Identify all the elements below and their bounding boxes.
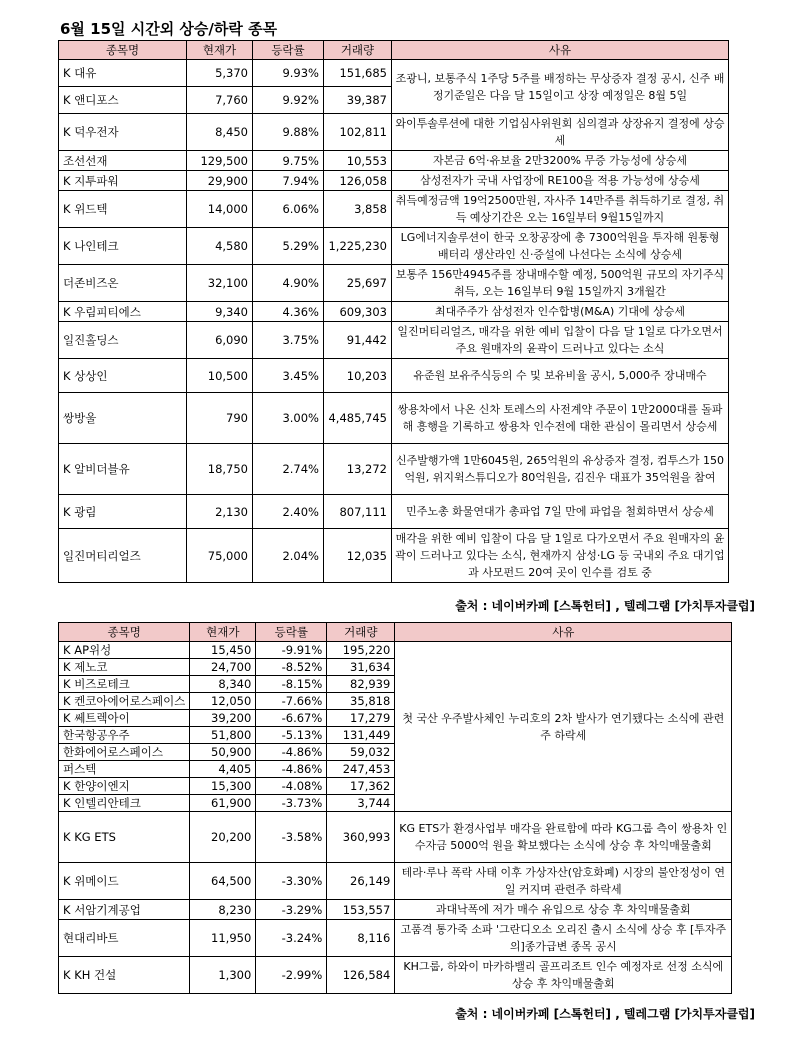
rate-cell: 7.94% (253, 171, 324, 191)
reason-cell: 첫 국산 우주발사체인 누리호의 2차 발사가 연기됐다는 소식에 관련주 하락세 (395, 642, 732, 812)
stock-name: K 나인테크 (59, 228, 187, 265)
volume-cell: 3,858 (324, 191, 392, 228)
header-rate: 등락률 (253, 41, 324, 60)
volume-cell: 360,993 (327, 812, 395, 863)
rate-cell: 4.90% (253, 265, 324, 302)
volume-cell: 82,939 (327, 676, 395, 693)
volume-cell: 12,035 (324, 529, 392, 583)
reason-cell: 자본금 6억·유보율 2만3200% 무증 가능성에 상승세 (392, 151, 729, 171)
price-cell: 7,760 (187, 87, 253, 114)
stock-name: K 상상인 (59, 359, 187, 393)
table-row (59, 444, 729, 495)
reason-cell: LG에너지솔루션이 한국 오창공장에 총 7300억원을 투자해 원통형 배터리 생산라인 신·증설에 나선다는 소식에 상승세 (392, 228, 729, 265)
price-cell: 51,800 (190, 727, 256, 744)
reason-cell: 쌍용차에서 나온 신차 토레스의 사전계약 주문이 1만2000대를 돌파해 흥행을 기록하고 쌍용차 인수전에 대한 관심이 몰리면서 상승세 (392, 393, 729, 444)
rise-table (58, 40, 729, 583)
table-row (59, 114, 729, 151)
table-row (59, 642, 732, 659)
header-volume: 거래량 (324, 41, 392, 60)
volume-cell: 151,685 (324, 60, 392, 87)
volume-cell: 3,744 (327, 795, 395, 812)
rate-cell: 3.00% (253, 393, 324, 444)
reason-cell: 삼성전자가 국내 사업장에 RE100을 적용 가능성에 상승세 (392, 171, 729, 191)
stock-name: 일진홀딩스 (59, 322, 187, 359)
volume-cell: 59,032 (327, 744, 395, 761)
table-row (59, 920, 732, 957)
volume-cell: 31,634 (327, 659, 395, 676)
reason-cell: 취득예정금액 19억2500만원, 자사주 14만주를 취득하기로 결정, 취득 예상기간은 오는 16일부터 9월15일까지 (392, 191, 729, 228)
rate-cell: -9.91% (256, 642, 327, 659)
header-name: 종목명 (59, 41, 187, 60)
volume-cell: 17,362 (327, 778, 395, 795)
rate-cell: -3.24% (256, 920, 327, 957)
price-cell: 6,090 (187, 322, 253, 359)
reason-cell: 일진머티리얼즈, 매각을 위한 예비 입찰이 다음 달 1일로 다가오면서 주요 원매자의 윤곽이 드러나고 있다는 소식 (392, 322, 729, 359)
page-title: 6월 15일 시간외 상승/하락 종목 (60, 20, 278, 38)
reason-cell: 조광니, 보통주식 1주당 5주를 배정하는 무상증자 결정 공시, 신주 배정기준일은 다음 달 15일이고 상장 예정일은 8월 5일 (392, 60, 729, 114)
stock-name: K 앤디포스 (59, 87, 187, 114)
reason-cell: 신주발행가액 1만6045원, 265억원의 유상증자 결정, 컴투스가 150억원, 위지윅스튜디오가 80억원을, 김진우 대표가 35억원을 참여 (392, 444, 729, 495)
header-rate: 등락률 (256, 623, 327, 642)
volume-cell: 26,149 (327, 863, 395, 900)
price-cell: 15,300 (190, 778, 256, 795)
volume-cell: 8,116 (327, 920, 395, 957)
source-note-bottom: 출처 : 네이버카페 [스톡헌터] , 텔레그램 [가치투자클럽] (455, 1007, 755, 1021)
rate-cell: -3.29% (256, 900, 327, 920)
price-cell: 39,200 (190, 710, 256, 727)
header-reason: 사유 (392, 41, 729, 60)
reason-cell: KG ETS가 환경사업부 매각을 완료함에 따라 KG그룹 측이 쌍용차 인수자금 5000억 원을 확보했다는 소식에 상승 후 차익매물출회 (395, 812, 732, 863)
reason-cell: 고품격 통가죽 소파 '그란디오소 오리진 출시 소식에 상승 후 [투자주의]종가급변 종목 공시 (395, 920, 732, 957)
rate-cell: -7.66% (256, 693, 327, 710)
stock-name: K KH 건설 (59, 957, 190, 994)
rate-cell: 9.75% (253, 151, 324, 171)
price-cell: 790 (187, 393, 253, 444)
volume-cell: 126,584 (327, 957, 395, 994)
rate-cell: 5.29% (253, 228, 324, 265)
stock-name: 더존비즈온 (59, 265, 187, 302)
price-cell: 24,700 (190, 659, 256, 676)
stock-name: 조선선재 (59, 151, 187, 171)
stock-name: K 한양이엔지 (59, 778, 190, 795)
rate-cell: -5.13% (256, 727, 327, 744)
volume-cell: 609,303 (324, 302, 392, 322)
volume-cell: 13,272 (324, 444, 392, 495)
stock-name: K 제노코 (59, 659, 190, 676)
price-cell: 1,300 (190, 957, 256, 994)
stock-name: K 알비더블유 (59, 444, 187, 495)
fall-header-row (59, 623, 732, 642)
reason-cell: 민주노총 화물연대가 총파업 7일 만에 파업을 철회하면서 상승세 (392, 495, 729, 529)
price-cell: 4,580 (187, 228, 253, 265)
price-cell: 61,900 (190, 795, 256, 812)
volume-cell: 807,111 (324, 495, 392, 529)
source-note-top: 출처 : 네이버카페 [스톡헌터] , 텔레그램 [가치투자클럽] (455, 599, 755, 613)
reason-cell: 최대주주가 삼성전자 인수합병(M&A) 기대에 상승세 (392, 302, 729, 322)
reason-cell: KH그룹, 하와이 마카하밸리 골프리조트 인수 예정자로 선정 소식에 상승 후 차익매물출회 (395, 957, 732, 994)
price-cell: 75,000 (187, 529, 253, 583)
volume-cell: 126,058 (324, 171, 392, 191)
rate-cell: -2.99% (256, 957, 327, 994)
stock-name: K 대유 (59, 60, 187, 87)
fall-table (58, 622, 732, 994)
stock-name: 한국항공우주 (59, 727, 190, 744)
stock-name: 일진머티리얼즈 (59, 529, 187, 583)
rate-cell: -4.86% (256, 761, 327, 778)
volume-cell: 102,811 (324, 114, 392, 151)
rate-cell: 3.75% (253, 322, 324, 359)
rate-cell: 2.04% (253, 529, 324, 583)
stock-name: K 인텔리안테크 (59, 795, 190, 812)
table-row (59, 359, 729, 393)
stock-name: K 서암기계공업 (59, 900, 190, 920)
price-cell: 18,750 (187, 444, 253, 495)
header-price: 현재가 (187, 41, 253, 60)
reason-cell: 보통주 156만4945주를 장내매수할 예정, 500억원 규모의 자기주식 취득, 오는 16일부터 9월 15일까지 3개월간 (392, 265, 729, 302)
stock-name: K 광림 (59, 495, 187, 529)
volume-cell: 10,203 (324, 359, 392, 393)
rate-cell: 9.92% (253, 87, 324, 114)
volume-cell: 25,697 (324, 265, 392, 302)
volume-cell: 247,453 (327, 761, 395, 778)
volume-cell: 10,553 (324, 151, 392, 171)
price-cell: 10,500 (187, 359, 253, 393)
reason-cell: 유준원 보유주식등의 수 및 보유비율 공시, 5,000주 장내매수 (392, 359, 729, 393)
price-cell: 64,500 (190, 863, 256, 900)
stock-name: 한화에어로스페이스 (59, 744, 190, 761)
stock-name: K KG ETS (59, 812, 190, 863)
volume-cell: 1,225,230 (324, 228, 392, 265)
rate-cell: 9.93% (253, 60, 324, 87)
reason-cell: 매각을 위한 예비 입찰이 다음 달 1일로 다가오면서 주요 원매자의 윤곽이 드러나고 있다는 소식, 현재까지 삼성·LG 등 국내외 주요 대기업과 사모펀드 20여 곳이 인수를 검토 중 (392, 529, 729, 583)
rate-cell: 3.45% (253, 359, 324, 393)
price-cell: 14,000 (187, 191, 253, 228)
table-row (59, 900, 732, 920)
price-cell: 15,450 (190, 642, 256, 659)
reason-cell: 테라·루나 폭락 사태 이후 가상자산(암호화폐) 시장의 불안정성이 연일 커지며 관련주 하락세 (395, 863, 732, 900)
table-row (59, 60, 729, 87)
volume-cell: 131,449 (327, 727, 395, 744)
rate-cell: -4.86% (256, 744, 327, 761)
header-reason: 사유 (395, 623, 732, 642)
rate-cell: -8.52% (256, 659, 327, 676)
stock-name: K 쎄트렉아이 (59, 710, 190, 727)
volume-cell: 195,220 (327, 642, 395, 659)
price-cell: 4,405 (190, 761, 256, 778)
stock-name: K 지투파워 (59, 171, 187, 191)
rate-cell: -6.67% (256, 710, 327, 727)
table-row (59, 957, 732, 994)
table-row (59, 228, 729, 265)
price-cell: 129,500 (187, 151, 253, 171)
reason-cell: 과대낙폭에 저가 매수 유입으로 상승 후 차익매물출회 (395, 900, 732, 920)
rate-cell: 4.36% (253, 302, 324, 322)
rate-cell: -3.30% (256, 863, 327, 900)
stock-name: K 우림피티에스 (59, 302, 187, 322)
header-volume: 거래량 (327, 623, 395, 642)
header-price: 현재가 (190, 623, 256, 642)
rate-cell: -4.08% (256, 778, 327, 795)
stock-name: K 위메이드 (59, 863, 190, 900)
stock-name: K 비즈로테크 (59, 676, 190, 693)
rate-cell: -8.15% (256, 676, 327, 693)
rate-cell: 9.88% (253, 114, 324, 151)
volume-cell: 35,818 (327, 693, 395, 710)
table-row (59, 191, 729, 228)
table-row (59, 322, 729, 359)
price-cell: 50,900 (190, 744, 256, 761)
price-cell: 8,340 (190, 676, 256, 693)
stock-name: 퍼스텍 (59, 761, 190, 778)
price-cell: 8,450 (187, 114, 253, 151)
stock-name: 현대리바트 (59, 920, 190, 957)
table-row (59, 151, 729, 171)
table-row (59, 863, 732, 900)
table-row (59, 812, 732, 863)
volume-cell: 4,485,745 (324, 393, 392, 444)
price-cell: 11,950 (190, 920, 256, 957)
volume-cell: 17,279 (327, 710, 395, 727)
price-cell: 2,130 (187, 495, 253, 529)
volume-cell: 39,387 (324, 87, 392, 114)
price-cell: 5,370 (187, 60, 253, 87)
price-cell: 12,050 (190, 693, 256, 710)
volume-cell: 91,442 (324, 322, 392, 359)
stock-name: K 위드텍 (59, 191, 187, 228)
rate-cell: -3.73% (256, 795, 327, 812)
price-cell: 29,900 (187, 171, 253, 191)
table-row (59, 265, 729, 302)
table-row (59, 529, 729, 583)
table-row (59, 171, 729, 191)
rate-cell: 2.40% (253, 495, 324, 529)
table-row (59, 302, 729, 322)
table-row (59, 393, 729, 444)
rate-cell: 6.06% (253, 191, 324, 228)
rate-cell: 2.74% (253, 444, 324, 495)
price-cell: 32,100 (187, 265, 253, 302)
header-name: 종목명 (59, 623, 190, 642)
rate-cell: -3.58% (256, 812, 327, 863)
volume-cell: 153,557 (327, 900, 395, 920)
price-cell: 8,230 (190, 900, 256, 920)
stock-name: K AP위성 (59, 642, 190, 659)
reason-cell: 와이투솔루션에 대한 기업심사위원회 심의결과 상장유지 결정에 상승세 (392, 114, 729, 151)
rise-header-row (59, 41, 729, 60)
table-row (59, 495, 729, 529)
price-cell: 20,200 (190, 812, 256, 863)
price-cell: 9,340 (187, 302, 253, 322)
stock-name: 쌍방울 (59, 393, 187, 444)
stock-name: K 켄코아에어로스페이스 (59, 693, 190, 710)
stock-name: K 덕우전자 (59, 114, 187, 151)
